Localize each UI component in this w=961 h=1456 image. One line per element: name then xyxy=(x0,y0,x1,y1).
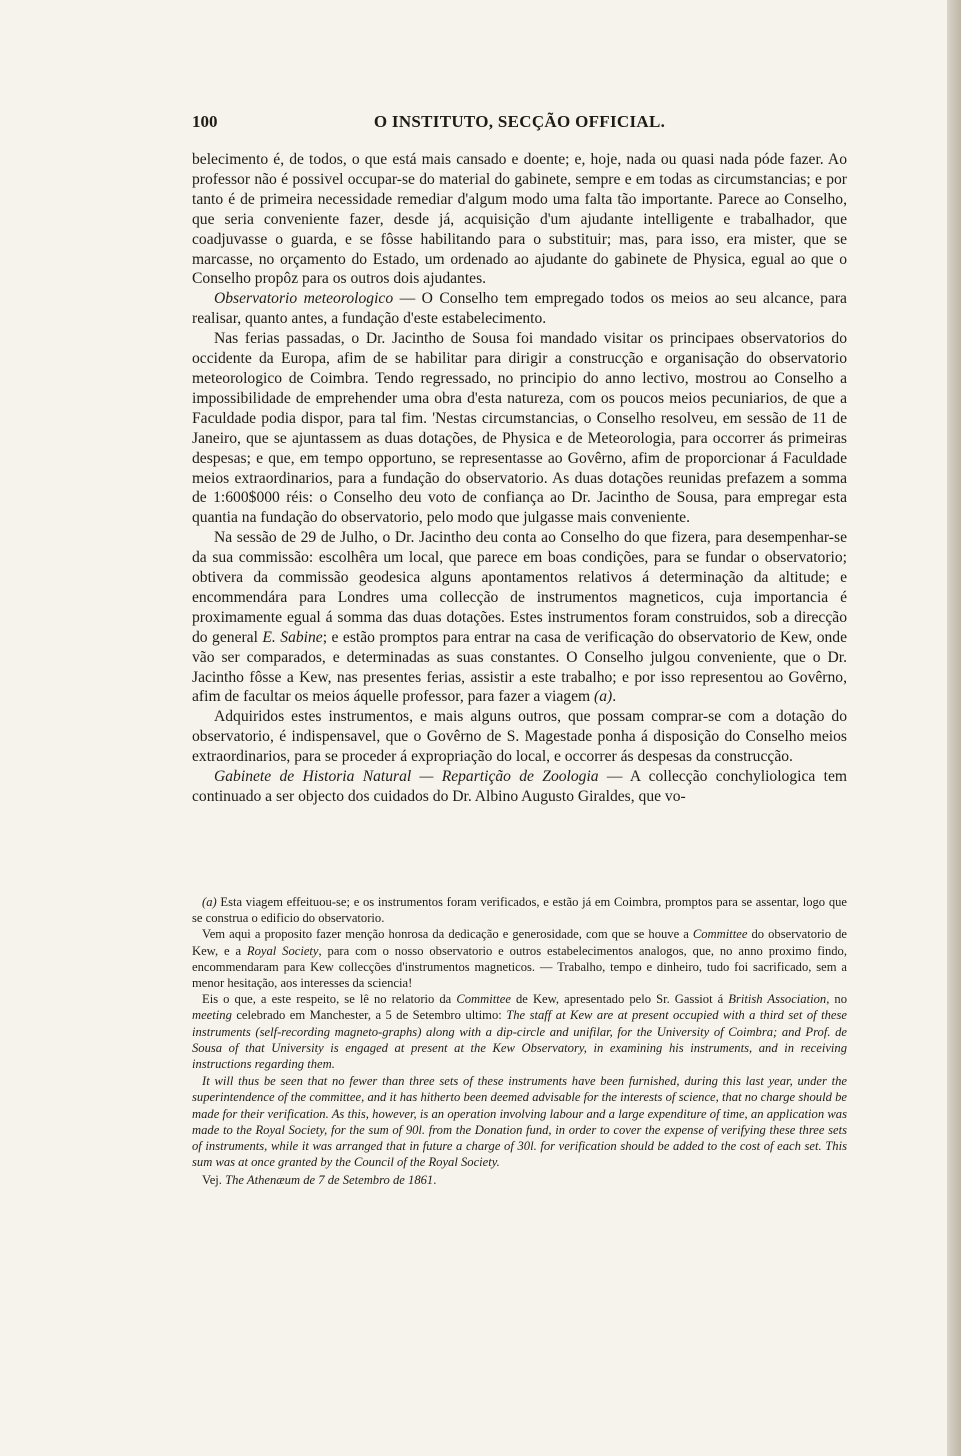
section-heading: Gabinete de Historia Natural — Repartição de Zoologia xyxy=(214,768,599,786)
source-citation: The Athenæum de 7 de Setembro de 1861 xyxy=(225,1173,434,1188)
page-edge xyxy=(947,0,961,1456)
paragraph-text: Na sessão de 29 de Julho, o Dr. Jacintho deu conta ao Conselho do que fizera, para desempenhar-se da sua commissão: escolhêra um local, que parece em boas condições, para se fundar o observatorio; obtivera da commissão geodesica alguns apontamentos relativos á determinação da altitude; e encommendára para Londres uma collecção de instrumentos magneticos, cuja importancia é proximamente egual á somma das duas dotações. Estes instrumentos foram construidos, sob a direcção do general xyxy=(192,529,847,646)
footnote xyxy=(192,894,847,926)
page-title: O INSTITUTO, SECÇÃO OFFICIAL. xyxy=(373,112,666,131)
footnote-text: Vej. xyxy=(202,1173,226,1188)
paragraph xyxy=(192,528,847,707)
section-heading: Observatorio meteorologico xyxy=(214,290,394,308)
footnote-text: de Kew, apresentado pelo Sr. Gassiot á xyxy=(510,992,729,1007)
english-quote: The staff at Kew are at present occupied with a third set of these instruments (self-recording magneto-graphs) along with a dip-circle and unifilar, for the University of Coimbra; and Prof. de Sousa of that University is engaged at present at the Kew Observatory, in examining his instruments, and in receiving instructions regarding them. xyxy=(192,1008,847,1072)
footnotes xyxy=(192,894,847,1189)
paragraph-gabinete xyxy=(192,767,847,807)
footnote-italic: Committee xyxy=(456,992,511,1007)
english-quote: It will thus be seen that no fewer than three sets of these instruments have been furnished, during this last year, under the superintendence of the committee, and it has hitherto been deemed advisable for the interests of science, that no charge should be made for their verification. As this, however, is an operation involving labour and a large expenditure of time, an application was made to the Royal Society, for the sum of 90l. from the Donation fund, in order to cover the expense of verifying these three sets of instruments, while it was arranged that in future a charge of 30l. for verification should be added to the cost of each set. This sum was at once granted by the Council of the Royal Society. xyxy=(192,1074,847,1170)
main-text xyxy=(192,150,847,807)
paragraph-text: ; e estão promptos para entrar na casa de verificação do observatorio de Kew, onde vão ser comparados, e determinadas as suas constantes. O Conselho julgou conveniente, que o Dr. Jacintho fôsse a Kew, nas presentes ferias, assistir a este trabalho; e por isso representou ao Govêrno, afim de facultar os meios áquelle professor, para fazer a viagem xyxy=(192,628,847,706)
footnote-italic: Committee xyxy=(692,927,748,942)
paragraph-text: — O Conselho tem empregado todos os meios ao seu alcance, para realisar, quanto antes, a fundação d'este estabelecimento. xyxy=(192,290,847,328)
footnote-mark: (a) xyxy=(202,895,217,909)
footnote-text: Esta viagem effeituou-se; e os instrumentos foram verificados, e estão já em Coimbra, promptos para se assentar, logo que se construa o edificio do observatorio. xyxy=(192,895,847,926)
footnote-text: do observatorio de Kew, e a xyxy=(192,927,847,958)
footnote-text: , para com o nosso observatorio e outros estabelecimentos analogos, que, no anno proximo findo, encommendaram para Kew collecções d'instrumentos magneticos. — Trabalho, tempo e dinheiro, tudo foi sacrificado, sem a menor hesitação, aos interesses da sciencia! xyxy=(192,943,847,991)
footnote-text: Eis o que, a este respeito, se lê no relatorio da xyxy=(202,992,457,1007)
footnote xyxy=(192,926,847,991)
paragraph: Adquiridos estes instrumentos, e mais alguns outros, que possam comprar-se com a dotação do observatorio, é indispensavel, que o Govêrno de S. Magestade ponha á disposição do Conselho meios extraordinarios, para se proceder á expropriação do local, e occorrer ás despesas da construcção. xyxy=(192,708,847,766)
footnote xyxy=(192,991,847,1072)
paragraph-text: . xyxy=(612,688,617,706)
footnote-source xyxy=(192,1172,847,1188)
page-number: 100 xyxy=(192,112,218,131)
footnote-text: Vem aqui a proposito fazer menção honrosa da dedicação e generosidade, com que se houve a xyxy=(202,927,693,942)
running-head xyxy=(192,112,847,136)
footnote-text: . xyxy=(433,1173,437,1188)
person-name: E. Sabine xyxy=(262,628,323,646)
footnote-text: , no xyxy=(826,992,848,1007)
footnote-reference: (a) xyxy=(594,688,613,706)
footnote-italic: British Association xyxy=(728,992,827,1007)
paragraph-text: — A collecção conchyliologica tem continuado a ser objecto dos cuidados do Dr. Albino Augusto Giraldes, que vo- xyxy=(192,768,848,805)
footnote-text: celebrado em Manchester, a 5 de Setembro ultimo: xyxy=(231,1008,507,1023)
footnote-italic: Royal Society xyxy=(246,943,319,958)
footnote xyxy=(192,1073,847,1170)
paragraph: Nas ferias passadas, o Dr. Jacintho de Sousa foi mandado visitar os principaes observatorios do occidente da Europa, afim de se habilitar para dirigir a construcção e organisação do observatorio meteorologico de Coimbra. Tendo regressado, no principio do anno lectivo, mostrou ao Conselho a impossibilidade de emprehender uma obra d'esta natureza, com os poucos meios pecuniarios, de que a Faculdade podia dispor, para tal fim. 'Nestas circumstancias, o Conselho resolveu, em sessão de 11 de Janeiro, que se ajuntassem as duas dotações, de Physica e de Meteorologia, para occorrer ás primeiras despesas; e que, em tempo opportuno, se representasse ao Govêrno, afim de proporcionar á Faculdade meios extraordinarios, para a fundação do observatorio. As duas dotações reunidas prefazem a somma de 1:600$000 réis: o Conselho deu voto de confiança ao Dr. Jacintho de Sousa, para empregar esta quantia na fundação do observatorio, pelo modo que julgasse mais conveniente. xyxy=(192,330,847,527)
paragraph-observatorio xyxy=(192,289,847,329)
paragraph: belecimento é, de todos, o que está mais cansado e doente; e, hoje, nada ou quasi nada póde fazer. Ao professor não é possivel occupar-se do material do gabinete, sempre e em todas as circumstancias; e por tanto é de primeira necessidade remediar d'algum modo uma falta tão importante. Parece ao Conselho, que seria conveniente fazer, desde já, acquisição d'um ajudante intelligente e trabalhador, que coadjuvasse o guarda, e se fôsse habilitando para o substituir; mas, para isso, era mister, que se marcasse, no orçamento do Estado, um ordenado ao ajudante do gabinete de Physica, egual ao que o Conselho propôz para os outros dois ajudantes. xyxy=(192,151,847,288)
footnote-italic: meeting xyxy=(192,1008,232,1023)
